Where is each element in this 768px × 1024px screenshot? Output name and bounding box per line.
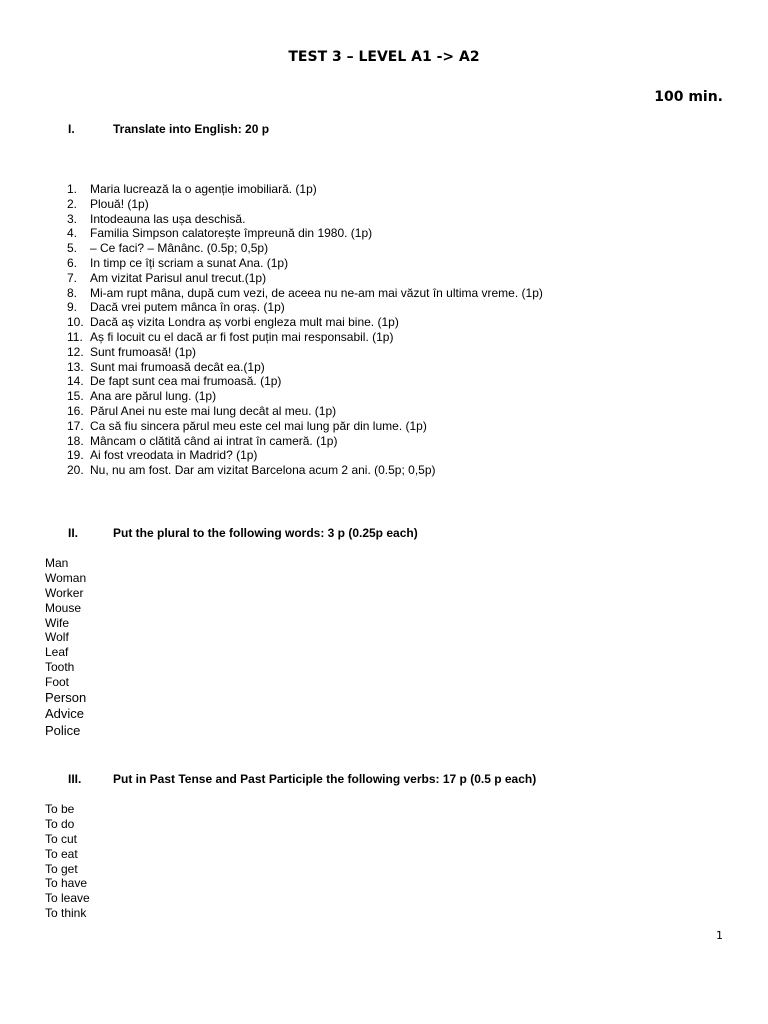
item-text: Dacă aș vizita Londra aș vorbi engleza mult mai bine. (1p): [90, 315, 399, 330]
list-item: [67, 212, 543, 227]
item-number: 16.: [67, 403, 84, 418]
item-number: 13.: [67, 359, 84, 374]
list-item: Police: [45, 722, 81, 738]
verb-list: [45, 802, 90, 921]
test-title: TEST 3 – LEVEL A1 -> A2: [288, 49, 480, 65]
list-item: [67, 330, 543, 345]
item-number: 14.: [67, 374, 84, 389]
section-3-header: [68, 772, 536, 786]
item-number: 20.: [67, 463, 84, 478]
list-item: Wolf: [45, 630, 69, 645]
item-text: Dacă vrei putem mânca în oraș. (1p): [90, 300, 285, 315]
list-item: To be: [45, 802, 75, 816]
item-text: Aș fi locuit cu el dacă ar fi fost puțin mai responsabil. (1p): [90, 329, 394, 344]
section-number: III.: [68, 772, 82, 786]
list-item: [67, 271, 543, 286]
list-item: To cut: [45, 831, 78, 846]
plural-word-list: [45, 556, 86, 739]
item-number: 7.: [67, 270, 78, 285]
item-text: Mi-am rupt mâna, după cum vezi, de aceea nu ne-am mai văzut în ultima vreme. (1p): [90, 285, 543, 300]
item-number: 15.: [67, 389, 84, 404]
section-2-header: [68, 526, 418, 540]
list-item: To think: [45, 906, 87, 921]
item-number: 19.: [67, 448, 84, 463]
item-text: Intodeauna las ușa deschisă.: [90, 211, 246, 226]
list-item: Mouse: [45, 600, 82, 615]
item-text: Ca să fiu sincera părul meu este cel mai lung păr din lume. (1p): [90, 418, 427, 433]
item-text: Mâncam o clătită când ai intrat în cameră. (1p): [90, 433, 338, 448]
list-item: Foot: [45, 675, 70, 690]
list-item: To have: [45, 876, 88, 891]
list-item: To get: [45, 861, 78, 876]
item-number: 5.: [67, 241, 78, 256]
list-item: [67, 360, 543, 375]
item-text: De fapt sunt cea mai frumoasă. (1p): [90, 374, 282, 389]
list-item: To leave: [45, 891, 90, 906]
list-item: Tooth: [45, 660, 75, 675]
item-number: 4.: [67, 226, 78, 241]
list-item: [67, 404, 543, 419]
list-item: To eat: [45, 846, 78, 861]
list-item: [67, 286, 543, 301]
list-item: [67, 197, 543, 212]
item-text: Ai fost vreodata in Madrid? (1p): [90, 448, 258, 463]
item-number: 3.: [67, 211, 78, 226]
list-item: [67, 419, 543, 434]
list-item: [67, 374, 543, 389]
list-item: Man: [45, 556, 69, 570]
section-heading: Put the plural to the following words: 3 p (0.25p each): [113, 526, 418, 540]
list-item: [67, 389, 543, 404]
section-1-header: [68, 122, 269, 136]
item-number: 9.: [67, 300, 78, 315]
item-number: 6.: [67, 255, 78, 270]
item-number: 1.: [67, 182, 78, 196]
section-heading: Put in Past Tense and Past Participle the following verbs: 17 p (0.5 p each): [113, 772, 537, 786]
page-number: 1: [716, 929, 723, 942]
list-item: [67, 300, 543, 315]
list-item: [67, 463, 543, 478]
list-item: [67, 241, 543, 256]
list-item: [67, 315, 543, 330]
item-text: Părul Anei nu este mai lung decât al meu. (1p): [90, 403, 337, 418]
item-number: 12.: [67, 344, 84, 359]
test-duration: 100 min.: [654, 89, 723, 105]
item-text: Sunt mai frumoasă decât ea.(1p): [90, 359, 265, 374]
item-number: 10.: [67, 315, 84, 330]
item-text: Familia Simpson calatorește împreună din 1980. (1p): [90, 226, 373, 241]
list-item: [67, 434, 543, 449]
item-text: Nu, nu am fost. Dar am vizitat Barcelona acum 2 ani. (0.5p; 0,5p): [90, 463, 436, 478]
list-item: Leaf: [45, 645, 69, 660]
item-text: – Ce faci? – Mânânc. (0.5p; 0,5p): [90, 241, 269, 256]
item-number: 2.: [67, 196, 78, 211]
section-number: I.: [68, 122, 75, 136]
item-number: 11.: [67, 329, 83, 344]
item-number: 8.: [67, 285, 78, 300]
list-item: Advice: [45, 706, 85, 722]
section-heading: Translate into English: 20 p: [113, 122, 270, 136]
list-item: To do: [45, 816, 75, 831]
translation-list: [67, 182, 543, 478]
item-text: Sunt frumoasă! (1p): [90, 344, 197, 359]
list-item: [67, 226, 543, 241]
list-item: [67, 182, 543, 197]
section-number: II.: [68, 526, 79, 540]
list-item: [67, 448, 543, 463]
list-item: Person: [45, 690, 87, 706]
item-number: 17.: [67, 418, 84, 433]
item-text: Ana are părul lung. (1p): [90, 389, 217, 404]
list-item: [67, 256, 543, 271]
list-item: [67, 345, 543, 360]
list-item: Worker: [45, 585, 84, 600]
list-item: Woman: [45, 570, 87, 585]
item-number: 18.: [67, 433, 84, 448]
item-text: Maria lucrează la o agenție imobiliară. (1p): [90, 182, 317, 196]
list-item: Wife: [45, 615, 69, 630]
item-text: Plouă! (1p): [90, 196, 149, 211]
item-text: Am vizitat Parisul anul trecut.(1p): [90, 270, 267, 285]
item-text: In timp ce îți scriam a sunat Ana. (1p): [90, 255, 289, 270]
